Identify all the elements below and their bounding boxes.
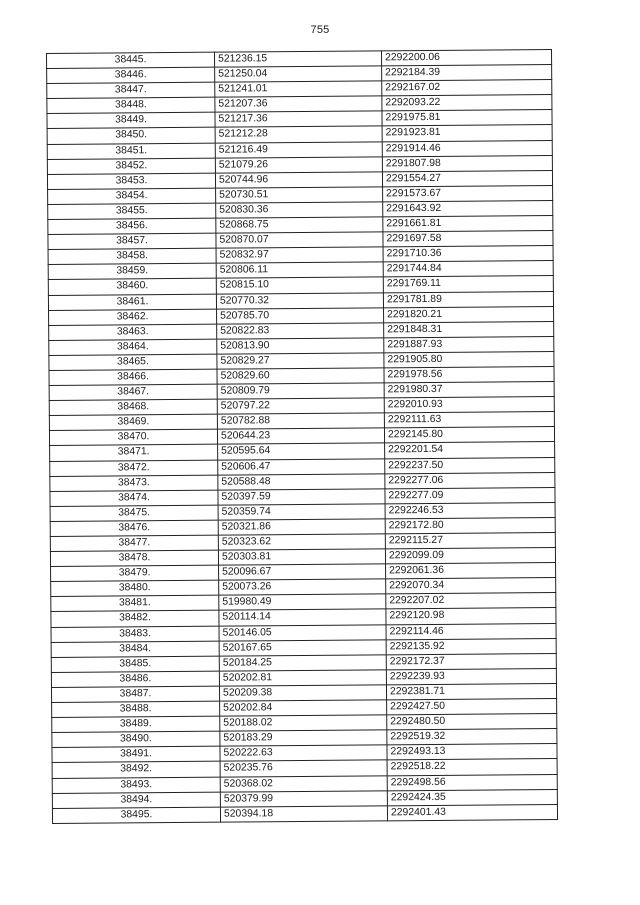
point-id-cell: 38449.	[47, 113, 215, 129]
point-id-cell: 38460.	[48, 279, 216, 295]
x-coordinate-cell: 520209.38	[219, 685, 386, 701]
x-coordinate-cell: 520222.63	[220, 745, 387, 761]
point-id-cell: 38493.	[52, 777, 220, 793]
x-coordinate-cell: 520870.07	[216, 232, 383, 248]
point-id-cell: 38489.	[52, 716, 220, 732]
y-coordinate-cell: 2291975.81	[382, 110, 552, 126]
point-id-cell: 38470.	[49, 430, 217, 446]
x-coordinate-cell: 521216.49	[215, 141, 382, 157]
point-id-cell: 38471.	[50, 445, 218, 461]
x-coordinate-cell: 520073.26	[219, 579, 386, 595]
y-coordinate-cell: 2292246.53	[385, 502, 555, 518]
point-id-cell: 38472.	[50, 460, 218, 476]
y-coordinate-cell: 2292519.32	[387, 729, 557, 745]
y-coordinate-cell: 2292381.71	[386, 683, 556, 699]
y-coordinate-cell: 2292111.63	[384, 412, 554, 428]
y-coordinate-cell: 2292498.56	[387, 774, 557, 790]
x-coordinate-cell: 520368.02	[220, 775, 387, 791]
point-id-cell: 38476.	[50, 520, 218, 536]
y-coordinate-cell: 2292115.27	[385, 533, 555, 549]
x-coordinate-cell: 520744.96	[215, 172, 382, 188]
x-coordinate-cell: 520644.23	[217, 428, 384, 444]
x-coordinate-cell: 520183.29	[220, 730, 387, 746]
y-coordinate-cell: 2292201.54	[385, 442, 555, 458]
point-id-cell: 38480.	[51, 580, 219, 596]
point-id-cell: 38458.	[48, 248, 216, 264]
y-coordinate-cell: 2292401.43	[387, 804, 557, 820]
y-coordinate-cell: 2291643.92	[383, 200, 553, 216]
point-id-cell: 38483.	[51, 626, 219, 642]
x-coordinate-cell: 520606.47	[218, 458, 385, 474]
point-id-cell: 38448.	[47, 97, 215, 113]
y-coordinate-cell: 2291914.46	[382, 140, 552, 156]
x-coordinate-cell: 520829.60	[217, 368, 384, 384]
y-coordinate-cell: 2291820.21	[384, 306, 554, 322]
y-coordinate-cell: 2292114.46	[386, 623, 556, 639]
point-id-cell: 38486.	[51, 671, 219, 687]
x-coordinate-cell: 520730.51	[216, 187, 383, 203]
point-id-cell: 38457.	[48, 233, 216, 249]
y-coordinate-cell: 2292200.06	[381, 50, 551, 66]
y-coordinate-cell: 2292172.80	[385, 517, 555, 533]
point-id-cell: 38446.	[47, 67, 215, 83]
x-coordinate-cell: 520595.64	[218, 443, 385, 459]
point-id-cell: 38456.	[48, 218, 216, 234]
x-coordinate-cell: 521207.36	[215, 96, 382, 112]
y-coordinate-cell: 2291573.67	[383, 185, 553, 201]
point-id-cell: 38482.	[51, 611, 219, 627]
point-id-cell: 38473.	[50, 475, 218, 491]
x-coordinate-cell: 521079.26	[215, 157, 382, 173]
point-id-cell: 38463.	[49, 324, 217, 340]
y-coordinate-cell: 2292424.35	[387, 789, 557, 805]
x-coordinate-cell: 521236.15	[214, 51, 381, 67]
point-id-cell: 38464.	[49, 339, 217, 355]
x-coordinate-cell: 520146.05	[219, 624, 386, 640]
y-coordinate-cell: 2291807.98	[382, 155, 552, 171]
point-id-cell: 38477.	[50, 535, 218, 551]
point-id-cell: 38453.	[47, 173, 215, 189]
y-coordinate-cell: 2292277.06	[385, 472, 555, 488]
x-coordinate-cell: 519980.49	[219, 594, 386, 610]
x-coordinate-cell: 520321.86	[218, 519, 385, 535]
y-coordinate-cell: 2292207.02	[386, 593, 556, 609]
x-coordinate-cell: 520797.22	[217, 398, 384, 414]
point-id-cell: 38461.	[48, 294, 216, 310]
coordinates-table	[46, 49, 558, 824]
x-coordinate-cell: 521217.36	[215, 111, 382, 127]
y-coordinate-cell: 2291848.31	[384, 321, 554, 337]
y-coordinate-cell: 2291887.93	[384, 336, 554, 352]
point-id-cell: 38491.	[52, 746, 220, 762]
y-coordinate-cell: 2291905.80	[384, 351, 554, 367]
x-coordinate-cell: 520114.14	[219, 609, 386, 625]
point-id-cell: 38450.	[47, 128, 215, 144]
point-id-cell: 38474.	[50, 490, 218, 506]
x-coordinate-cell: 520096.67	[219, 564, 386, 580]
point-id-cell: 38467.	[49, 384, 217, 400]
y-coordinate-cell: 2291744.84	[383, 261, 553, 277]
y-coordinate-cell: 2292277.09	[385, 487, 555, 503]
x-coordinate-cell: 520813.90	[217, 338, 384, 354]
x-coordinate-cell: 520809.79	[217, 383, 384, 399]
point-id-cell: 38447.	[47, 82, 215, 98]
point-id-cell: 38490.	[52, 731, 220, 747]
x-coordinate-cell: 520184.25	[219, 655, 386, 671]
point-id-cell: 38495.	[52, 807, 220, 823]
x-coordinate-cell: 520303.81	[218, 549, 385, 565]
point-id-cell: 38462.	[49, 309, 217, 325]
y-coordinate-cell: 2291697.58	[383, 231, 553, 247]
x-coordinate-cell: 520235.76	[220, 760, 387, 776]
x-coordinate-cell: 521241.01	[215, 81, 382, 97]
y-coordinate-cell: 2292167.02	[382, 80, 552, 96]
y-coordinate-cell: 2292518.22	[387, 759, 557, 775]
x-coordinate-cell: 520588.48	[218, 473, 385, 489]
x-coordinate-cell: 520806.11	[216, 262, 383, 278]
point-id-cell: 38487.	[51, 686, 219, 702]
x-coordinate-cell: 520188.02	[220, 715, 387, 731]
page-number: 755	[310, 24, 330, 36]
point-id-cell: 38488.	[52, 701, 220, 717]
y-coordinate-cell: 2291769.11	[383, 276, 553, 292]
x-coordinate-cell: 520394.18	[220, 806, 387, 822]
x-coordinate-cell: 520770.32	[216, 292, 383, 308]
x-coordinate-cell: 520832.97	[216, 247, 383, 263]
y-coordinate-cell: 2292239.93	[386, 668, 556, 684]
point-id-cell: 38459.	[48, 263, 216, 279]
point-id-cell: 38485.	[51, 656, 219, 672]
y-coordinate-cell: 2292172.37	[386, 653, 556, 669]
x-coordinate-cell: 520822.83	[217, 323, 384, 339]
point-id-cell: 38479.	[51, 565, 219, 581]
x-coordinate-cell: 520829.27	[217, 353, 384, 369]
y-coordinate-cell: 2292135.92	[386, 638, 556, 654]
y-coordinate-cell: 2291710.36	[383, 246, 553, 262]
point-id-cell: 38494.	[52, 792, 220, 808]
y-coordinate-cell: 2291978.56	[384, 366, 554, 382]
y-coordinate-cell: 2292099.09	[385, 548, 555, 564]
point-id-cell: 38451.	[47, 143, 215, 159]
x-coordinate-cell: 520202.84	[220, 700, 387, 716]
x-coordinate-cell: 520167.65	[219, 640, 386, 656]
x-coordinate-cell: 520830.36	[216, 202, 383, 218]
point-id-cell: 38455.	[48, 203, 216, 219]
y-coordinate-cell: 2292493.13	[387, 744, 557, 760]
x-coordinate-cell: 520397.59	[218, 489, 385, 505]
x-coordinate-cell: 520868.75	[216, 217, 383, 233]
x-coordinate-cell: 520785.70	[217, 307, 384, 323]
y-coordinate-cell: 2292184.39	[382, 65, 552, 81]
x-coordinate-cell: 520202.81	[219, 670, 386, 686]
point-id-cell: 38452.	[47, 158, 215, 174]
x-coordinate-cell: 520323.62	[218, 534, 385, 550]
point-id-cell: 38466.	[49, 369, 217, 385]
point-id-cell: 38481.	[51, 596, 219, 612]
y-coordinate-cell: 2292145.80	[384, 427, 554, 443]
y-coordinate-cell: 2292070.34	[386, 578, 556, 594]
point-id-cell: 38478.	[50, 550, 218, 566]
table-body	[47, 50, 558, 824]
x-coordinate-cell: 520815.10	[216, 277, 383, 293]
x-coordinate-cell: 521250.04	[215, 66, 382, 82]
point-id-cell: 38445.	[47, 52, 215, 68]
y-coordinate-cell: 2292427.50	[387, 699, 557, 715]
point-id-cell: 38468.	[49, 399, 217, 415]
y-coordinate-cell: 2291554.27	[382, 170, 552, 186]
point-id-cell: 38492.	[52, 762, 220, 778]
point-id-cell: 38454.	[48, 188, 216, 204]
x-coordinate-cell: 520359.74	[218, 504, 385, 520]
y-coordinate-cell: 2291980.37	[384, 382, 554, 398]
x-coordinate-cell: 520379.99	[220, 790, 387, 806]
y-coordinate-cell: 2292120.98	[386, 608, 556, 624]
y-coordinate-cell: 2292093.22	[382, 95, 552, 111]
y-coordinate-cell: 2292010.93	[384, 397, 554, 413]
y-coordinate-cell: 2291923.81	[382, 125, 552, 141]
y-coordinate-cell: 2292237.50	[385, 457, 555, 473]
y-coordinate-cell: 2292061.36	[386, 563, 556, 579]
point-id-cell: 38475.	[50, 505, 218, 521]
point-id-cell: 38469.	[49, 414, 217, 430]
x-coordinate-cell: 520782.88	[217, 413, 384, 429]
point-id-cell: 38484.	[51, 641, 219, 657]
point-id-cell: 38465.	[49, 354, 217, 370]
y-coordinate-cell: 2292480.50	[387, 714, 557, 730]
y-coordinate-cell: 2291661.81	[383, 216, 553, 232]
y-coordinate-cell: 2291781.89	[383, 291, 553, 307]
x-coordinate-cell: 521212.28	[215, 126, 382, 142]
